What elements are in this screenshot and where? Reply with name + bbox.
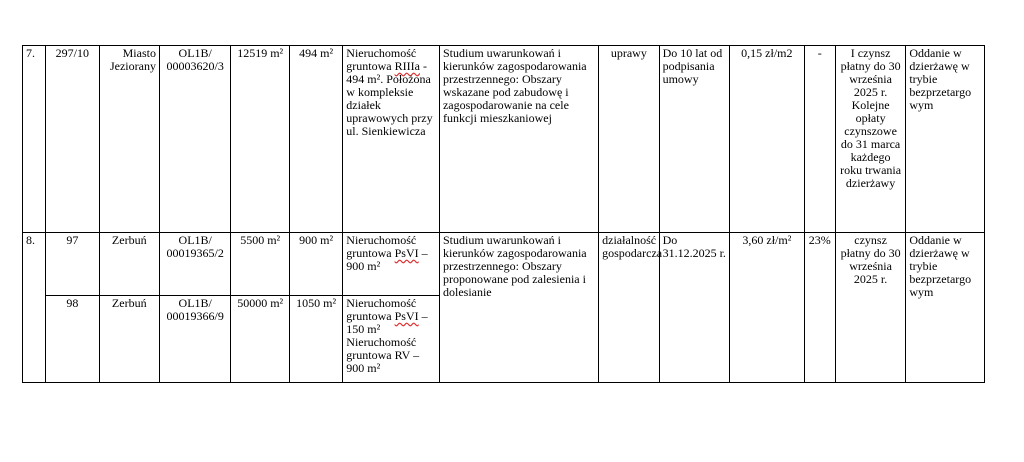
cell-rate: 0,15 zł/m2 [730, 46, 805, 233]
desc-text-rest: – 150 m² [346, 309, 428, 336]
cell-lp: 8. [23, 233, 46, 383]
cell-description [343, 46, 440, 233]
desc-land-class: RIIIa [394, 59, 420, 73]
cell-rate: 3,60 zł/m² [730, 233, 805, 383]
cell-purpose: działalność gospodarcza [599, 233, 659, 383]
cell-plan: Studium uwarunkowań i kierunków zagospodarowania przestrzennego: Obszary proponowane pod zalesienia i dolesianie [439, 233, 598, 383]
kw-prefix: OL1B/ [178, 233, 212, 247]
cell-lp: 7. [23, 46, 46, 233]
desc-text: Nieruchomość gruntowa [346, 233, 417, 260]
desc-text-rest: - 494 m². Położona w kompleksie działek uprawowych przy ul. Sienkiewicza [346, 59, 433, 138]
cell-plan: Studium uwarunkowań i kierunków zagospodarowania przestrzennego: Obszary wskazane pod zabudowę i zagospodarowanie na cele funkcji mieszkaniowej [439, 46, 598, 233]
kw-prefix: OL1B/ [178, 296, 212, 310]
kw-prefix: OL1B/ [178, 46, 212, 60]
cell-payment: czynsz płatny do 30 września 2025 r. [835, 233, 906, 383]
cell-parcel: 97 [46, 233, 99, 296]
cell-parcel: 297/10 [46, 46, 99, 233]
cell-place: Zerbuń [99, 233, 159, 296]
cell-payment: I czynsz płatny do 30 września 2025 r. Kolejne opłaty czynszowe do 31 marca każdego roku trwania dzierżawy [835, 46, 906, 233]
cell-parcel: 98 [46, 296, 99, 383]
cell-term: Do 31.12.2025 r. [659, 233, 730, 383]
desc-text: Nieruchomość gruntowa [346, 296, 417, 323]
kw-number: 00019366/9 [166, 309, 224, 323]
cell-area: 12519 m² [231, 46, 289, 233]
desc-text-second: Nieruchomość gruntowa RV – 900 m² [346, 335, 420, 375]
cell-lease-area: 1050 m² [289, 296, 342, 383]
table-row [23, 233, 985, 296]
cell-mode: Oddanie w dzierżawę w trybie bezprzetargo wym [906, 233, 985, 383]
desc-text-rest: – 900 m² [346, 246, 428, 273]
desc-text: Nieruchomość gruntowa [346, 46, 417, 73]
lease-table [22, 45, 985, 383]
kw-number: 00019365/2 [166, 246, 224, 260]
cell-area: 5500 m² [231, 233, 289, 296]
cell-land-register [159, 46, 231, 233]
desc-land-class: PsVI [394, 246, 419, 260]
desc-land-class: PsVI [394, 309, 419, 323]
cell-term: Do 10 lat od podpisania umowy [659, 46, 730, 233]
cell-description [343, 233, 440, 296]
cell-vat: 23% [804, 233, 835, 383]
cell-purpose: uprawy [599, 46, 659, 233]
cell-land-register [159, 233, 231, 296]
cell-place: Miasto Jeziorany [99, 46, 159, 233]
cell-land-register [159, 296, 231, 383]
cell-place: Zerbuń [99, 296, 159, 383]
table-row [23, 46, 985, 233]
cell-vat: - [804, 46, 835, 233]
cell-description [343, 296, 440, 383]
kw-number: 00003620/3 [166, 59, 224, 73]
cell-mode: Oddanie w dzierżawę w trybie bezprzetargo wym [906, 46, 985, 233]
cell-area: 50000 m² [231, 296, 289, 383]
cell-lease-area: 494 m² [289, 46, 342, 233]
cell-lease-area: 900 m² [289, 233, 342, 296]
